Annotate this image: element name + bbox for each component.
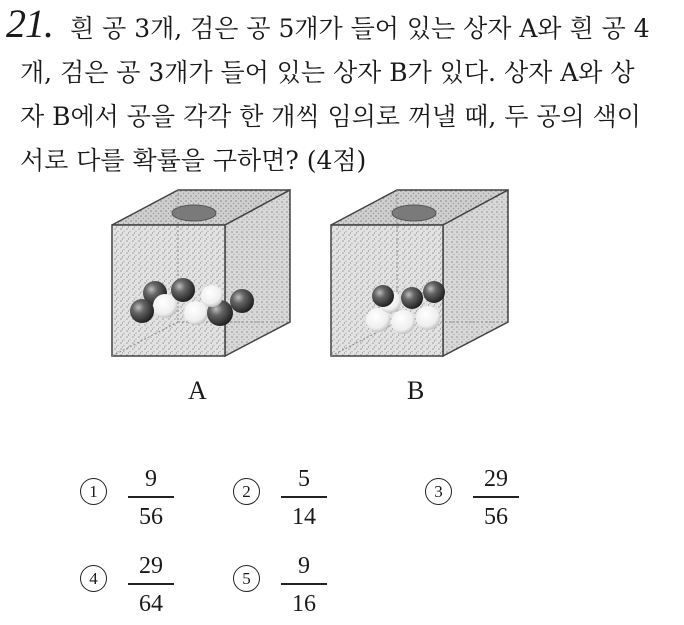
denominator: 16	[292, 591, 316, 617]
box-b-slot-icon	[392, 205, 436, 221]
white-ball-icon	[201, 285, 223, 307]
fraction	[279, 464, 329, 532]
denominator: 56	[139, 504, 163, 530]
denominator: 56	[484, 504, 508, 530]
black-ball-icon	[230, 289, 254, 313]
denominator: 64	[139, 591, 163, 617]
stem-line-4: 서로 다를 확률을 구하면? (4점)	[20, 146, 367, 175]
fraction-bar	[473, 496, 519, 498]
fraction-bar	[281, 583, 327, 585]
black-ball-icon	[423, 281, 445, 303]
choice-marker: 2	[233, 478, 260, 505]
white-ball-icon	[153, 294, 177, 318]
black-ball-icon	[372, 285, 394, 307]
choice-marker: 4	[80, 565, 107, 592]
black-ball-icon	[130, 299, 154, 323]
box-b-label: B	[407, 376, 425, 405]
box-a-label: A	[188, 376, 207, 405]
white-ball-icon	[184, 301, 208, 325]
fraction-bar	[128, 496, 174, 498]
white-ball-icon	[416, 306, 440, 330]
stem-line-1: 흰 공 3개, 검은 공 5개가 들어 있는 상자 A와 흰 공 4	[70, 14, 650, 43]
fraction	[126, 464, 176, 532]
denominator: 14	[292, 504, 316, 530]
choice-marker: 3	[425, 478, 452, 505]
fraction-bar	[128, 583, 174, 585]
fraction-bar	[281, 496, 327, 498]
choice-marker: 1	[80, 478, 107, 505]
numerator: 9	[145, 466, 157, 492]
fraction	[471, 464, 521, 532]
box-b	[331, 190, 508, 356]
stem-line-2: 개, 검은 공 3개가 들어 있는 상자 B가 있다. 상자 A와 상	[20, 58, 635, 87]
box-a	[112, 190, 290, 356]
stem-line-3: 자 B에서 공을 각각 한 개씩 임의로 꺼낼 때, 두 공의 색이	[20, 102, 641, 131]
white-ball-icon	[391, 310, 415, 334]
black-ball-icon	[171, 278, 195, 302]
fraction	[126, 551, 176, 619]
question-number: 21.	[6, 1, 53, 46]
numerator: 5	[298, 466, 310, 492]
numerator: 9	[298, 553, 310, 579]
numerator: 29	[484, 466, 508, 492]
box-a-slot-icon	[172, 205, 216, 221]
choice-marker: 5	[233, 565, 260, 592]
numerator: 29	[139, 553, 163, 579]
fraction	[279, 551, 329, 619]
black-ball-icon	[401, 287, 423, 309]
